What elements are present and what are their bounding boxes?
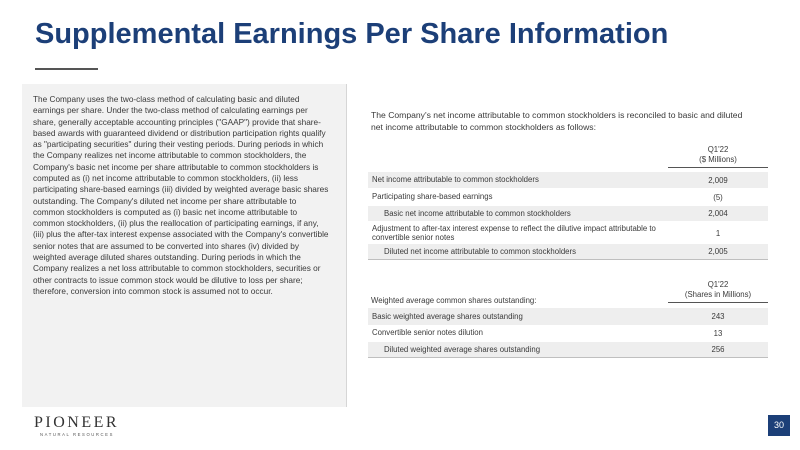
table-row [368, 244, 768, 259]
title-underline [35, 68, 98, 70]
row-value: 2,004 [708, 209, 728, 218]
logo-tagline: NATURAL RESOURCES [40, 432, 114, 437]
table-row [368, 325, 768, 341]
table1-header-unit: ($ Millions) [699, 155, 737, 164]
row-value: 13 [713, 328, 723, 338]
row-value: 2,009 [708, 175, 728, 185]
row-value: 243 [711, 312, 725, 321]
row-value: 256 [711, 345, 725, 354]
row-label: Diluted weighted average shares outstanding [384, 344, 541, 354]
two-class-method-description: The Company uses the two-class method of calculating basic and diluted earnings per share. Under the two-class method of calculating earnings per share, generally acceptable accounting principles ("GAAP") provide that share-based awards with guaranteed dividend or distribution participation rights qualify as "participating securities" during their vesting periods. During periods in which the Company realizes net income attributable to common stockholders, the Company's basic net income per share attributable to common stockholders is computed as (i) net income attributable to common stockholders, (ii) less participating share-based earnings (iii) divided by weighted average basic shares outstanding. The Company's diluted net income per share attributable to common stockholders is computed as (i) basic net income attributable to common stockholders, (ii) plus the reallocation of participating earnings, if any, (iii) plus the after-tax interest expense associated with the Company's convertible senior notes that are assumed to be converted into shares (iv) divided by weighted average diluted shares outstanding. During periods in which the Company realizes a net loss attributable to common stockholders, securities or other contracts to issue common stock would be dilutive to loss per share; therefore, conversion into common stock is assumed not to occur. [33, 95, 329, 296]
table2-header [668, 280, 768, 300]
table1-header [668, 145, 768, 165]
row-value: 2,005 [708, 247, 728, 256]
table2-header-unit: (Shares in Millions) [684, 290, 752, 299]
table2-header-period: Q1'22 [707, 280, 729, 289]
shares-caption: Weighted average common shares outstanding: [371, 296, 537, 305]
reconciliation-intro: The Company's net income attributable to common stockholders is reconciled to basic and diluted net income attributable to common stockholders as follows: [371, 110, 743, 132]
net-income-table [368, 140, 768, 260]
table2-bottom-rule [368, 357, 768, 358]
table1-header-rule [668, 167, 768, 168]
logo-wordmark: PIONEER [34, 414, 120, 431]
table-row [368, 308, 768, 325]
row-label: Diluted net income attributable to common stockholders [384, 246, 576, 256]
table-row [368, 172, 768, 188]
table2-header-rule [668, 302, 768, 303]
row-label: Convertible senior notes dilution [372, 328, 483, 338]
panel-edge [346, 84, 347, 407]
row-label: Adjustment to after-tax interest expense to reflect the dilutive impact attributable to convertible senior notes [372, 223, 656, 242]
row-value: (5) [713, 192, 723, 202]
row-value: 1 [715, 228, 721, 238]
table-row [368, 342, 768, 357]
page-title: Supplemental Earnings Per Share Information [35, 18, 669, 50]
table1-bottom-rule [368, 259, 768, 260]
pioneer-logo [34, 415, 119, 437]
table-row [368, 206, 768, 221]
page-number-badge: 30 [768, 415, 790, 436]
row-label: Net income attributable to common stockholders [372, 175, 539, 185]
table-row [368, 189, 768, 205]
row-label: Participating share-based earnings [372, 192, 493, 202]
row-label: Basic weighted average shares outstanding [372, 311, 523, 321]
table-row [368, 222, 768, 244]
row-label: Basic net income attributable to common stockholders [384, 208, 571, 218]
shares-table [368, 275, 768, 360]
table1-header-period: Q1'22 [707, 145, 729, 154]
